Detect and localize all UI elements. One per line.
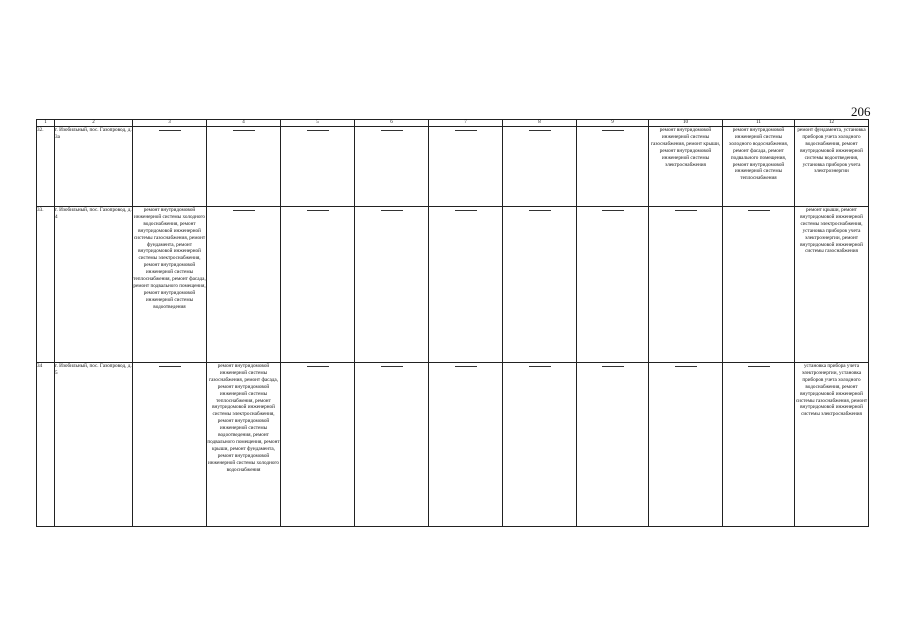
empty-cell [429,363,503,527]
column-header: 7 [429,120,503,127]
address-cell: г. Изобильный, пос. Газопровод, д. 4 [55,207,133,363]
table-row [37,363,869,527]
row-number: 33. [37,207,55,363]
dash-mark [455,130,477,131]
dash-mark [233,210,255,211]
empty-cell [577,207,649,363]
dash-mark [381,130,403,131]
empty-cell [723,207,795,363]
empty-cell [281,363,355,527]
empty-cell [429,127,503,207]
empty-cell [503,363,577,527]
empty-cell [207,207,281,363]
dash-mark [529,366,551,367]
page-number: 206 [851,104,871,119]
column-header: 4 [207,120,281,127]
dash-mark [529,210,551,211]
dash-mark [748,366,770,367]
dash-mark [675,210,697,211]
dash-mark [159,130,181,131]
table-row [37,207,869,363]
empty-cell [133,363,207,527]
dash-mark [307,366,329,367]
empty-cell [503,127,577,207]
column-header: 8 [503,120,577,127]
dash-mark [307,210,329,211]
dash-mark [602,366,624,367]
dash-mark [455,210,477,211]
dash-mark [159,366,181,367]
dash-mark [602,210,624,211]
column-header: 2 [55,120,133,127]
dash-mark [381,210,403,211]
work-cell: ремонт внутридомовой инженерной системы газоснабжения, ремонт крыши, ремонт внутридомовой инженерной системы электроснабжения [649,127,723,207]
column-header: 11 [723,120,795,127]
dash-mark [529,130,551,131]
empty-cell [355,363,429,527]
column-header: 6 [355,120,429,127]
dash-mark [602,130,624,131]
empty-cell [281,127,355,207]
column-header: 12 [795,120,869,127]
empty-cell [723,363,795,527]
column-header: 1 [37,120,55,127]
work-cell: ремонт крыши, ремонт внутридомовой инженерной системы электроснабжения, установка приборов учета электроэнергии, ремонт внутридомовой инженерной системы газоснабжения [795,207,869,363]
column-header: 10 [649,120,723,127]
dash-mark [381,366,403,367]
work-cell: ремонт внутридомовой инженерной системы холодного водоснабжения, ремонт внутридомовой инженерной системы газоснабжения, ремонт фундамента, ремонт внутридомовой инженерной системы электроснабжения, ремонт внутридомовой инженерной системы теплоснабжения, ремонт фасада, ремонт подвального помещения, ремонт внутридомовой инженерной системы водоотведения [133,207,207,363]
column-header: 3 [133,120,207,127]
empty-cell [281,207,355,363]
column-header: 5 [281,120,355,127]
dash-mark [233,130,255,131]
dash-mark [307,130,329,131]
empty-cell [429,207,503,363]
empty-cell [649,207,723,363]
work-cell: ремонт внутридомовой инженерной системы газоснабжения, ремонт фасада, ремонт внутридомовой инженерной системы теплоснабжения, ремонт внутридомовой инженерной системы электроснабжения, ремонт внутридомовой инженерной системы водоотведения, ремонт подвального помещения, ремонт крыши, ремонт фундамента, ремонт внутридомовой инженерной системы холодного водоснабжения [207,363,281,527]
dash-mark [455,366,477,367]
dash-mark [748,210,770,211]
row-number: 34 [37,363,55,527]
empty-cell [355,127,429,207]
header-row [37,120,869,127]
work-cell: ремонт внутридомовой инженерной системы холодного водоснабжения, ремонт фасада, ремонт подвального помещения, ремонт внутридомовой инженерной системы теплоснабжения [723,127,795,207]
row-number: 32. [37,127,55,207]
dash-mark [675,366,697,367]
empty-cell [577,363,649,527]
empty-cell [503,207,577,363]
empty-cell [577,127,649,207]
address-cell: г. Изобильный, пос. Газопровод, д. 3а [55,127,133,207]
repair-schedule-table [36,119,869,527]
empty-cell [355,207,429,363]
work-cell: ремонт фундамента, установка приборов учета холодного водоснабжения, ремонт внутридомовой инженерной системы водоотведения, установка приборов учета электроэнергии [795,127,869,207]
empty-cell [207,127,281,207]
table-row [37,127,869,207]
column-header: 9 [577,120,649,127]
work-cell: установка прибора учета электроэнергии, установка приборов учета холодного водоснабжения, ремонт внутридомовой инженерной системы газоснабжения, ремонт внутридомовой инженерной системы электроснабжения [795,363,869,527]
address-cell: г. Изобильный, пос. Газопровод, д. 5 [55,363,133,527]
empty-cell [649,363,723,527]
empty-cell [133,127,207,207]
